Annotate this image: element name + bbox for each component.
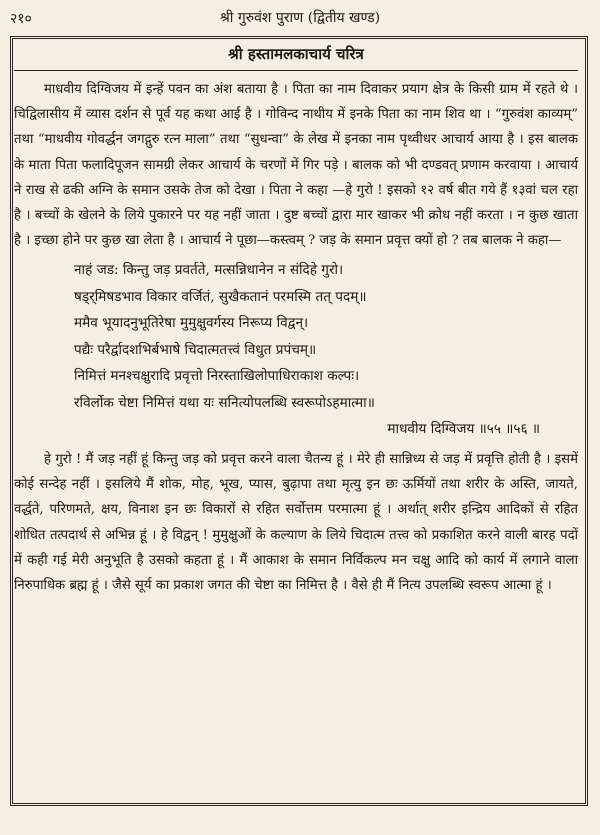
section-heading: श्री हस्तामलकाचार्य चरित्र — [14, 40, 578, 71]
verse-line: नाहं जड: किन्तु जड़ प्रवर्तते, मत्सन्निधानेन न संदिहे गुरो। — [74, 262, 344, 279]
verse-line: रविर्लोक चेष्टा निमित्तं यथा यः सनित्योपलब्धि स्वरूपोऽहमात्मा॥ — [74, 394, 375, 411]
page-content — [14, 40, 578, 598]
verse-line: निमित्तं मनश्चक्षुरादि प्रवृत्तो निरस्ताखिलोपाधिराकाश कल्पः। — [74, 368, 360, 385]
intro-paragraph: माधवीय दिग्विजय में इन्हें पवन का अंश बताया है । पिता का नाम दिवाकर प्रयाग क्षेत्र के किसी ग्राम में रहते थे । चिद्विलासीय में व्यास दर्शन से पूर्व यह कथा आई है । गोविन्द नाथीय में इनके पिता का नाम शिव था । “गुरुवंश काव्यम्” तथा “माधवीय गोवर्द्धन जगद्गुरु रत्न माला” तथा “सुधन्वा” के लेख में इनका नाम पृथ्वीधर आचार्य आया है । इस बालक के माता पिता फलादिपूजन सामग्री लेकर आचार्य के चरणों में गिर पड़े । बालक को भी दण्डवत् प्रणाम करवाया । आचार्य ने राख से ढकी अग्नि के समान उसके तेज को देखा । पिता ने कहा —हे गुरो ! इसको १२ वर्ष बीत गये हैं १३वां चल रहा है । बच्चों के खेलने के लिये पुकारने पर यह नहीं जाता । दुष्ट बच्चों द्वारा मार खाकर भी क्रोध नहीं करता । न कुछ खाता है । इच्छा होने पर कुछ खा लेता है । आचार्य ने पूछा—कस्त्वम् ? जड़ के समान प्रवृत्त क्यों हो ? तब बालक ने कहा— — [14, 82, 578, 249]
running-title: श्री गुरुवंश पुराण (द्वितीय खण्ड) — [219, 10, 381, 26]
verse-line: ममैव भूयादनुभूतिरेषा मुमुक्षुवर्गस्य निरूप्य विद्वन्। — [74, 315, 309, 332]
page-header — [0, 0, 600, 36]
verse-source: माधवीय दिग्विजय ॥५५ ॥५६ ॥ — [387, 421, 540, 438]
verse-line: षड्‍र्मिषडभाव विकार वर्जितं, सुखैकतानं परमस्मि तत् पदम्॥ — [74, 288, 367, 305]
sanskrit-verse — [74, 257, 578, 443]
page-number: २१० — [10, 11, 32, 27]
verse-line: पद्यैः परैर्द्वादशभिर्बभाषे चिदात्मतत्त्वं विधुत प्रपंचम्॥ — [74, 341, 317, 358]
translation-paragraph: हे गुरो ! मैं जड़ नहीं हूं किन्तु जड़ को प्रवृत्त करने वाला चैतन्य हूं । मेरे ही सान्निध्य से जड़ में प्रवृत्ति होती है । इसमें कोई सन्देह नहीं । इसलिये मैं शोक, मोह, भूख, प्यास, बुढ़ापा तथा मृत्यु इन छः ऊर्मियों तथा शरीर के अस्ति, जायते, वर्द्धते, परिणमते, क्षय, विनाश इन छः विकारों से रहित सर्वोत्तम परमात्मा हूं । अर्थात् शरीर इन्द्रिय आदिकों से रहित शोधित तत्पदार्थ से अभिन्न हूं । हे विद्वन् ! मुमुक्षुओं के कल्याण के लिये चिदात्म तत्त्व को प्रकाशित करने वाली बारह पदों में कही गई मेरी अनुभूति है उसको कहता हूं । मैं आकाश के समान निर्विकल्प मन चक्षु आदि को कार्य में लगाने वाला निरुपाधिक ब्रह्म हूं । जैसे सूर्य का प्रकाश जगत की चेष्टा का निमित्त है । वैसे ही मैं नित्य उपलब्धि स्वरूप आत्मा हूं । — [14, 451, 578, 593]
